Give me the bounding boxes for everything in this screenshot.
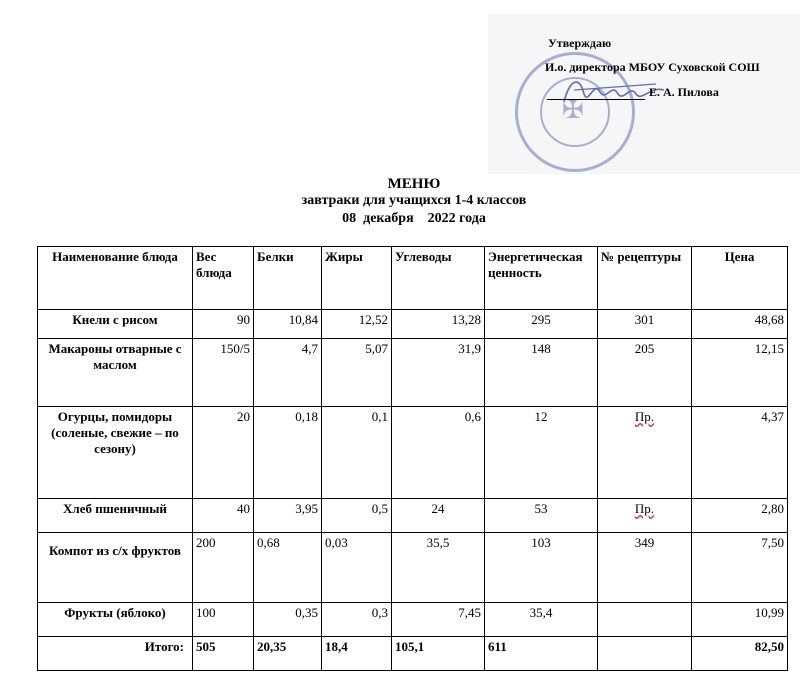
dish-name: Хлеб пшеничный xyxy=(38,499,193,533)
dish-carbs: 31,9 xyxy=(392,339,485,407)
dish-recipe: Пр. xyxy=(598,407,692,499)
table-row xyxy=(38,603,788,637)
dish-price: 7,50 xyxy=(692,533,788,603)
dish-recipe: 301 xyxy=(598,310,692,339)
approval-title: Утверждаю xyxy=(548,36,612,50)
dish-recipe xyxy=(598,603,692,637)
total-protein: 20,35 xyxy=(254,637,322,671)
header-recipe: № рецептуры xyxy=(598,247,692,310)
dish-energy: 148 xyxy=(485,339,598,407)
dish-fat: 0,3 xyxy=(322,603,392,637)
approval-name: Е. А. Пилова xyxy=(649,85,719,99)
dish-price: 10,99 xyxy=(692,603,788,637)
total-carbs: 105,1 xyxy=(392,637,485,671)
dish-weight: 90 xyxy=(193,310,254,339)
dish-price: 4,37 xyxy=(692,407,788,499)
dish-fat: 0,03 xyxy=(322,533,392,603)
dish-fat: 0,1 xyxy=(322,407,392,499)
dish-price: 48,68 xyxy=(692,310,788,339)
header-name: Наименование блюда xyxy=(38,247,193,310)
dish-energy: 103 xyxy=(485,533,598,603)
dish-carbs: 0,6 xyxy=(392,407,485,499)
dish-weight: 20 xyxy=(193,407,254,499)
dish-protein: 0,18 xyxy=(254,407,322,499)
dish-recipe: Пр. xyxy=(598,499,692,533)
table-row xyxy=(38,499,788,533)
total-energy: 611 xyxy=(485,637,598,671)
dish-name: Компот из с/х фруктов xyxy=(38,533,193,603)
dish-energy: 53 xyxy=(485,499,598,533)
header-protein: Белки xyxy=(254,247,322,310)
menu-date: 08 декабря 2022 года xyxy=(342,211,486,226)
menu-title: МЕНЮ xyxy=(387,176,441,192)
seal-emblem-icon: ✠ xyxy=(562,95,584,124)
dish-name: Кнели с рисом xyxy=(38,310,193,339)
table-row xyxy=(38,310,788,339)
header-fat: Жиры xyxy=(322,247,392,310)
menu-subtitle: завтраки для учащихся 1-4 классов xyxy=(301,193,527,208)
total-recipe xyxy=(598,637,692,671)
dish-name: Огурцы, помидоры (соленые, свежие – по сезону) xyxy=(38,407,193,499)
table-header-row xyxy=(38,247,788,310)
dish-energy: 12 xyxy=(485,407,598,499)
dish-protein: 3,95 xyxy=(254,499,322,533)
approval-position: И.о. директора МБОУ Суховской СОШ xyxy=(545,60,760,74)
dish-fat: 0,5 xyxy=(322,499,392,533)
dish-protein: 10,84 xyxy=(254,310,322,339)
dish-weight: 150/5 xyxy=(193,339,254,407)
dish-carbs: 13,28 xyxy=(392,310,485,339)
dish-price: 12,15 xyxy=(692,339,788,407)
header-price: Цена xyxy=(692,247,788,310)
dish-fat: 5,07 xyxy=(322,339,392,407)
table-total-row xyxy=(38,637,788,671)
signature-line xyxy=(547,99,645,100)
dish-energy: 295 xyxy=(485,310,598,339)
dish-carbs: 24 xyxy=(392,499,485,533)
dish-carbs: 35,5 xyxy=(392,533,485,603)
total-weight: 505 xyxy=(193,637,254,671)
header-energy: Энергетическая ценность xyxy=(485,247,598,310)
dish-fat: 12,52 xyxy=(322,310,392,339)
dish-protein: 4,7 xyxy=(254,339,322,407)
dish-weight: 200 xyxy=(193,533,254,603)
dish-protein: 0,35 xyxy=(254,603,322,637)
total-price: 82,50 xyxy=(692,637,788,671)
dish-protein: 0,68 xyxy=(254,533,322,603)
dish-weight: 100 xyxy=(193,603,254,637)
total-fat: 18,4 xyxy=(322,637,392,671)
header-carbs: Углеводы xyxy=(392,247,485,310)
dish-weight: 40 xyxy=(193,499,254,533)
dish-name: Фрукты (яблоко) xyxy=(38,603,193,637)
table-row xyxy=(38,407,788,499)
total-label: Итого: xyxy=(38,637,193,671)
table-row xyxy=(38,533,788,603)
dish-carbs: 7,45 xyxy=(392,603,485,637)
dish-energy: 35,4 xyxy=(485,603,598,637)
menu-table xyxy=(37,246,788,671)
dish-recipe: 349 xyxy=(598,533,692,603)
dish-price: 2,80 xyxy=(692,499,788,533)
dish-name: Макароны отварные с маслом xyxy=(38,339,193,407)
header-weight: Вес блюда xyxy=(193,247,254,310)
table-row xyxy=(38,339,788,407)
dish-recipe: 205 xyxy=(598,339,692,407)
